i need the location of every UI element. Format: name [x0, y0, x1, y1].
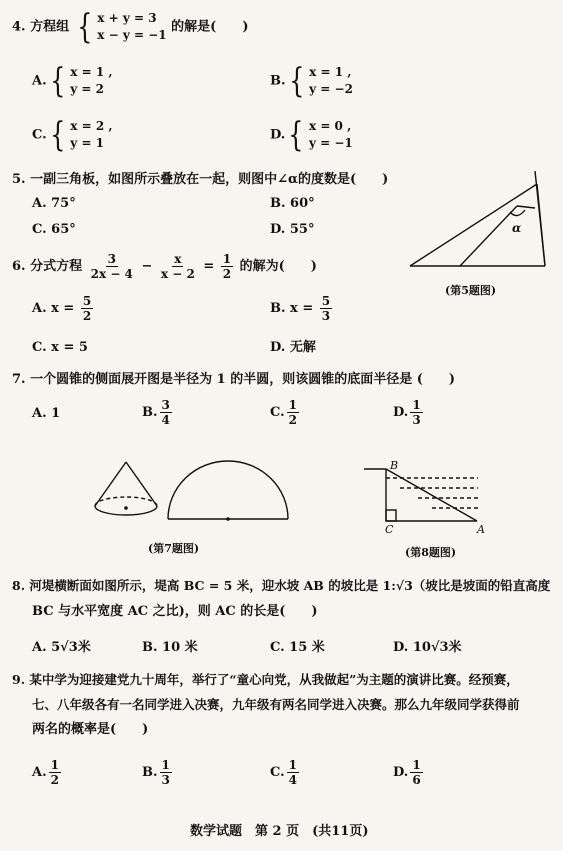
q5-caption: (第5题图)	[445, 284, 497, 297]
q5-stem: 5. 一副三角板，如图所示叠放在一起，则图中∠α的度数是( )	[12, 172, 389, 187]
q4-option-a: A. { x = 1 , y = 2	[32, 61, 113, 101]
q7-option-c: C. $\frac{1}{2}$	[270, 398, 298, 427]
q6-stem: 6. 分式方程 $\frac{3}{2x - 4}$ − $\frac{x}{x - 2}$ = $\frac{1}{2}$ 的解为( )	[12, 252, 317, 281]
q9-option-c: C. $\frac{1}{4}$	[270, 758, 298, 787]
q7-option-d: D. $\frac{1}{3}$	[393, 398, 421, 427]
q5-option-d: D. 55°	[270, 222, 315, 237]
q6-fraction-1: $\frac{3}{2x - 4}$	[90, 252, 133, 281]
q9-stem-line1: 9. 某中学为迎接建党九十周年，举行了“童心向党，从我做起”为主题的演讲比赛。经预赛，	[12, 672, 519, 687]
q8-option-c: C. 15 米	[270, 640, 325, 655]
q9-option-a: A. $\frac{1}{2}$	[32, 758, 59, 787]
q6-option-b: B. x = $\frac{5}{3}$	[270, 294, 331, 323]
q4-option-d: D. { x = 0 , y = −1	[270, 115, 353, 155]
q7-semicircle-figure	[165, 458, 295, 528]
q9-stem-line3: 两名的概率是( )	[32, 722, 149, 737]
q5-option-a: A. 75°	[32, 196, 76, 211]
page-footer: 数学试题 第 2 页 (共11页)	[190, 824, 369, 839]
q5-angle-label: α	[512, 221, 522, 235]
q5-figure	[405, 168, 555, 278]
q4-system: { x + y = 3 x − y = −1	[76, 7, 167, 47]
q8-option-d: D. 10√3米	[393, 640, 462, 655]
q8-stem-line2: BC 与水平宽度 AC 之比)，则 AC 的长是( )	[32, 604, 318, 619]
q7-caption: (第7题图)	[148, 542, 200, 555]
q9-stem-line2: 七、八年级各有一名同学进入决赛，九年级有两名同学进入决赛。那么九年级同学获得前	[32, 697, 520, 712]
q6-option-d: D. 无解	[270, 340, 316, 355]
q8-point-c: C	[385, 523, 394, 536]
q8-option-a: A. 5√3米	[32, 640, 91, 655]
q5-option-c: C. 65°	[32, 222, 76, 237]
q7-option-a: A. 1	[32, 406, 61, 421]
q8-option-b: B. 10 米	[142, 640, 198, 655]
q7-option-b: B. $\frac{3}{4}$	[142, 398, 170, 427]
q7-cone-figure	[93, 460, 163, 540]
q6-fraction-3: $\frac{1}{2}$	[222, 252, 232, 281]
q8-caption: (第8题图)	[405, 546, 457, 559]
q9-option-d: D. $\frac{1}{6}$	[393, 758, 421, 787]
q8-stem-line1: 8. 河堤横断面如图所示，堤高 BC = 5 米，迎水坡 AB 的坡比是 1:√3（坡比是坡面的铅直高度	[12, 578, 551, 593]
q4-option-c: C. { x = 2 , y = 1	[32, 115, 113, 155]
q6-option-c: C. x = 5	[32, 340, 88, 355]
q6-option-a: A. x = $\frac{5}{2}$	[32, 294, 92, 323]
q4-option-b: B. { x = 1 , y = −2	[270, 61, 353, 101]
q4-stem: 4. 方程组 { x + y = 3 x − y = −1 的解是( )	[12, 7, 249, 47]
q5-option-b: B. 60°	[270, 196, 315, 211]
q7-stem: 7. 一个圆锥的侧面展开图是半径为 1 的半圆，则该圆锥的底面半径是 ( )	[12, 372, 456, 387]
q8-point-a: A	[477, 523, 485, 536]
q8-figure	[360, 458, 490, 528]
q8-point-b: B	[390, 459, 399, 472]
q9-option-b: B. $\frac{1}{3}$	[142, 758, 170, 787]
q6-fraction-2: $\frac{x}{x - 2}$	[160, 252, 195, 281]
